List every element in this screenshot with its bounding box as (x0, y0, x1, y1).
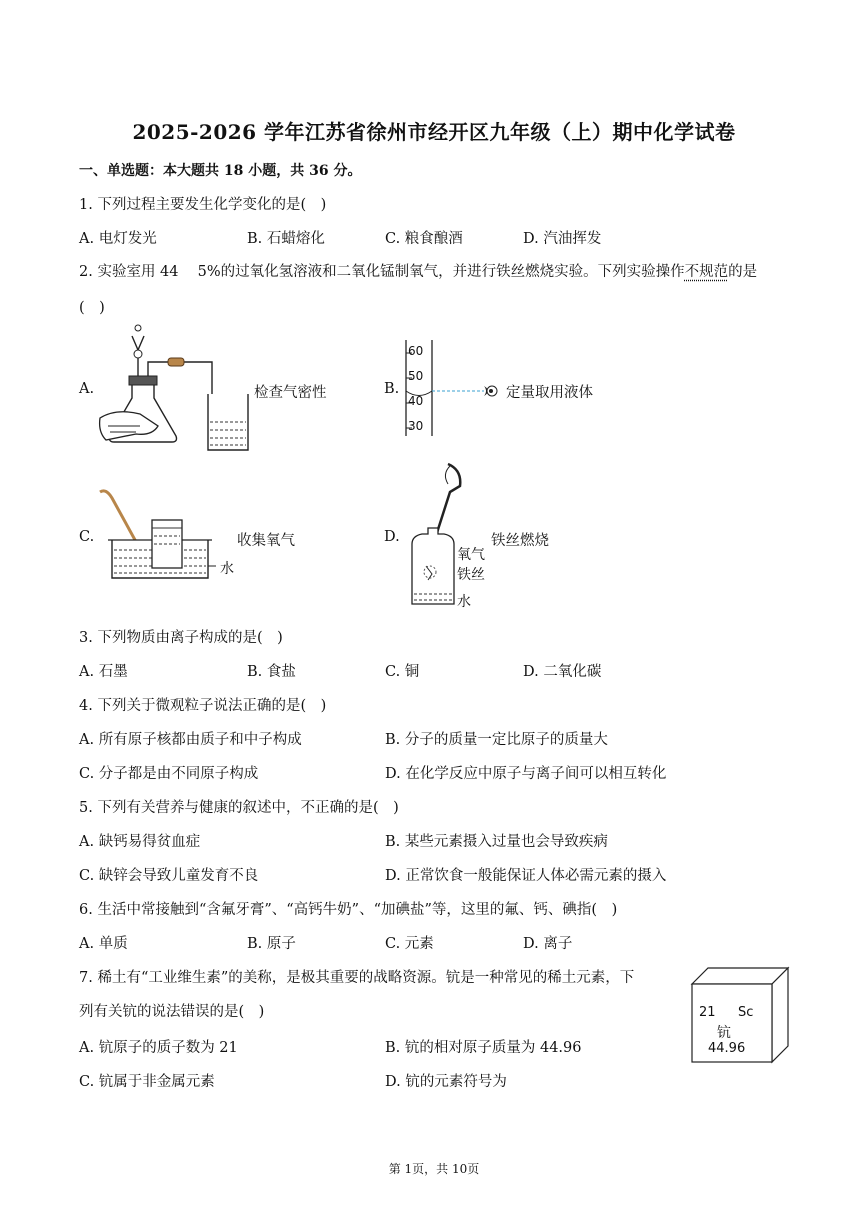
airtightness-apparatus-figure (96, 322, 256, 456)
question-7-stem: 7. 稀土有“工业维生素”的美称，是极其重要的战略资源。钪是一种常见的稀土元素，下 (79, 970, 635, 986)
q2-option-c-letter[interactable]: C. (79, 529, 95, 545)
q7-option-d[interactable]: D. 钪的元素符号为 (385, 1074, 507, 1090)
q2-stem-end: 的是 (728, 264, 758, 280)
question-7-stem-line2: 列有关钪的说法错误的是( ) (79, 1004, 265, 1020)
element-atomic-mass: 44.96 (708, 1041, 746, 1056)
q1-option-a[interactable]: A. 电灯发光 (79, 231, 157, 247)
cylinder-tick-30: 30 (408, 419, 424, 433)
d-iron-wire-label: 铁丝 (457, 567, 485, 583)
q4-option-d[interactable]: D. 在化学反应中原子与离子间可以相互转化 (385, 766, 667, 782)
question-6-stem: 6. 生活中常接触到“含氟牙膏”、“高钙牛奶”、“加碘盐”等，这里的氟、钙、碘指( ) (79, 902, 618, 918)
question-1-stem: 1. 下列过程主要发生化学变化的是( ) (79, 197, 327, 213)
q3-option-c[interactable]: C. 铜 (385, 664, 420, 680)
q3-option-d[interactable]: D. 二氧化碳 (523, 664, 602, 680)
q3-option-a[interactable]: A. 石墨 (79, 664, 128, 680)
q4-option-a[interactable]: A. 所有原子核都由质子和中子构成 (79, 732, 302, 748)
q6-option-a[interactable]: A. 单质 (79, 936, 128, 952)
q2-option-d-letter[interactable]: D. (384, 529, 400, 545)
question-4-stem: 4. 下列关于微观粒子说法正确的是( ) (79, 698, 327, 714)
q6-option-d[interactable]: D. 离子 (523, 936, 573, 952)
oxygen-collection-figure (96, 486, 236, 582)
q1-option-b[interactable]: B. 石蜡熔化 (247, 231, 325, 247)
q7-option-c[interactable]: C. 钪属于非金属元素 (79, 1074, 215, 1090)
q4-option-c[interactable]: C. 分子都是由不同原子构成 (79, 766, 259, 782)
q5-option-d[interactable]: D. 正常饮食一般能保证人体必需元素的摄入 (385, 868, 667, 884)
question-3-stem: 3. 下列物质由离子构成的是( ) (79, 630, 283, 646)
iron-wire-combustion-figure (404, 462, 464, 608)
q2-option-b-caption: 定量取用液体 (506, 385, 593, 401)
q5-option-a[interactable]: A. 缺钙易得贫血症 (79, 834, 201, 850)
q2-option-a-letter[interactable]: A. (79, 381, 95, 397)
q5-option-c[interactable]: C. 缺锌会导致儿童发育不良 (79, 868, 259, 884)
q2-emphasis-text: 不规范 (684, 264, 729, 280)
element-symbol: Sc (738, 1005, 754, 1020)
q1-option-d[interactable]: D. 汽油挥发 (523, 231, 602, 247)
q2-option-b-letter[interactable]: B. (384, 381, 400, 397)
section-heading: 一、单选题：本大题共 18 小题，共 36 分。 (79, 163, 362, 179)
d-oxygen-label: 氧气 (457, 547, 485, 563)
q4-option-b[interactable]: B. 分子的质量一定比原子的质量大 (385, 732, 608, 748)
q2-option-c-caption: 收集氧气 (237, 533, 295, 549)
q2-option-a-caption: 检查气密性 (254, 385, 327, 401)
q1-option-c[interactable]: C. 粮食酿酒 (385, 231, 463, 247)
q5-option-b[interactable]: B. 某些元素摄入过量也会导致疾病 (385, 834, 608, 850)
q7-option-b[interactable]: B. 钪的相对原子质量为 44.96 (385, 1040, 582, 1056)
question-5-stem: 5. 下列有关营养与健康的叙述中，不正确的是( ) (79, 800, 399, 816)
page-title: 2025-2026 学年江苏省徐州市经开区九年级（上）期中化学试卷 (132, 120, 736, 144)
cylinder-tick-60: 60 (408, 344, 424, 358)
question-2-stem (79, 260, 757, 281)
q2-option-d-caption: 铁丝燃烧 (491, 533, 549, 549)
c-water-label: 水 (220, 561, 234, 577)
q6-option-b[interactable]: B. 原子 (247, 936, 296, 952)
question-2-stem-line2: ( ) (79, 300, 105, 316)
q6-option-c[interactable]: C. 元素 (385, 936, 434, 952)
q3-option-b[interactable]: B. 食盐 (247, 664, 296, 680)
element-name: 钪 (717, 1025, 731, 1041)
q7-option-a[interactable]: A. 钪原子的质子数为 21 (79, 1040, 238, 1056)
element-atomic-number: 21 (699, 1005, 716, 1020)
d-water-label: 水 (457, 594, 471, 610)
page-footer: 第 1页，共 10页 (388, 1162, 480, 1176)
cylinder-tick-40: 40 (408, 394, 424, 408)
cylinder-tick-50: 50 (408, 369, 424, 383)
q2-stem-text: 2. 实验室用 44 5%的过氧化氢溶液和二氧化锰制氧气，并进行铁丝燃烧实验。下列实验操作 (79, 264, 685, 280)
